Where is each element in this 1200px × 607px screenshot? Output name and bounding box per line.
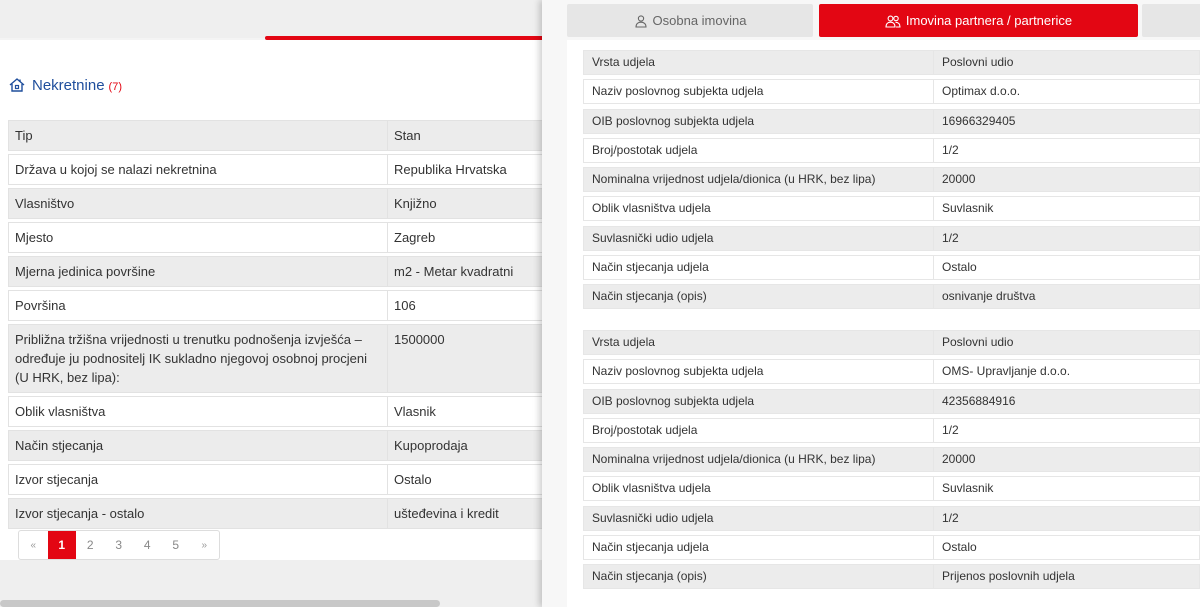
property-label: Površina bbox=[8, 290, 388, 321]
table-row bbox=[583, 50, 1200, 75]
pagination-page-2[interactable]: 2 bbox=[86, 538, 94, 552]
property-value: Knjižno bbox=[388, 188, 545, 219]
tab-other[interactable] bbox=[1142, 4, 1200, 37]
property-value: 106 bbox=[388, 290, 545, 321]
property-value: 1500000 bbox=[388, 324, 545, 393]
pagination-next-button[interactable]: » bbox=[201, 539, 208, 551]
share-field-label: Nominalna vrijednost udjela/dionica (u HRK, bez lipa) bbox=[584, 168, 934, 191]
table-row bbox=[583, 196, 1200, 221]
share-field-value: OMS- Upravljanje d.o.o. bbox=[942, 364, 1071, 379]
property-value: Vlasnik bbox=[388, 396, 545, 427]
table-row bbox=[8, 188, 545, 219]
table-row bbox=[583, 109, 1200, 134]
pagination-page-3[interactable]: 3 bbox=[115, 538, 123, 552]
table-row bbox=[583, 535, 1200, 560]
share-field-label: Način stjecanja udjela bbox=[584, 536, 934, 559]
share-field-label: Način stjecanja (opis) bbox=[584, 565, 934, 588]
table-row bbox=[583, 255, 1200, 280]
property-label: Mjesto bbox=[8, 222, 388, 253]
share-field-label: Nominalna vrijednost udjela/dionica (u HRK, bez lipa) bbox=[584, 448, 934, 471]
property-label: Izvor stjecanja - ostalo bbox=[8, 498, 388, 529]
property-value: m2 - Metar kvadratni bbox=[388, 256, 545, 287]
pagination-page-5[interactable]: 5 bbox=[172, 538, 180, 552]
pagination bbox=[18, 530, 220, 560]
table-row bbox=[583, 226, 1200, 251]
table-row bbox=[583, 79, 1200, 104]
left-topbar bbox=[0, 0, 545, 38]
share-field-label: Vrsta udjela bbox=[584, 331, 934, 354]
tab-personal-assets[interactable] bbox=[567, 4, 813, 37]
share-field-label: Suvlasnički udio udjela bbox=[584, 507, 934, 530]
share-field-label: Naziv poslovnog subjekta udjela bbox=[584, 80, 934, 103]
share-field-value: Suvlasnik bbox=[942, 481, 994, 496]
table-row bbox=[583, 167, 1200, 192]
property-label: Vlasništvo bbox=[8, 188, 388, 219]
horizontal-scrollbar[interactable] bbox=[0, 600, 440, 607]
share-field-value: 16966329405 bbox=[942, 113, 1016, 128]
share-field-label: Oblik vlasništva udjela bbox=[584, 477, 934, 500]
pagination-prev-button[interactable]: « bbox=[30, 539, 37, 551]
tab-personal-label: Osobna imovina bbox=[652, 13, 747, 28]
property-value: ušteđevina i kredit bbox=[388, 498, 545, 529]
table-row bbox=[8, 120, 545, 151]
property-value: Zagreb bbox=[388, 222, 545, 253]
share-field-value: 20000 bbox=[942, 452, 976, 466]
table-row bbox=[583, 138, 1200, 163]
table-row bbox=[8, 464, 545, 495]
share-field-value: Ostalo bbox=[942, 259, 977, 274]
share-field-value: Optimax d.o.o. bbox=[942, 84, 1021, 99]
table-row bbox=[583, 418, 1200, 443]
left-window bbox=[0, 0, 545, 607]
share-field-value: Poslovni udio bbox=[942, 55, 1014, 69]
section-heading[interactable] bbox=[8, 74, 122, 96]
share-field-label: Način stjecanja udjela bbox=[584, 256, 934, 279]
property-label: Izvor stjecanja bbox=[8, 464, 388, 495]
share-field-label: Broj/postotak udjela bbox=[584, 419, 934, 442]
share-block bbox=[583, 330, 1200, 593]
table-row bbox=[583, 284, 1200, 309]
table-row bbox=[8, 222, 545, 253]
share-field-label: Naziv poslovnog subjekta udjela bbox=[584, 360, 934, 383]
property-label: Tip bbox=[8, 120, 388, 151]
pagination-page-1[interactable]: 1 bbox=[48, 531, 77, 559]
share-field-value: 1/2 bbox=[942, 230, 959, 245]
share-details-panel bbox=[567, 40, 1200, 607]
share-field-label: OIB poslovnog subjekta udjela bbox=[584, 390, 934, 413]
property-label: Mjerna jedinica površine bbox=[8, 256, 388, 287]
section-title: Nekretnine bbox=[32, 76, 105, 94]
property-value: Kupoprodaja bbox=[388, 430, 545, 461]
table-row bbox=[8, 256, 545, 287]
section-count: (7) bbox=[108, 80, 122, 93]
property-value: Republika Hrvatska bbox=[388, 154, 545, 185]
share-field-value: Suvlasnik bbox=[942, 201, 994, 216]
table-row bbox=[8, 290, 545, 321]
table-row bbox=[8, 324, 545, 393]
share-field-label: Vrsta udjela bbox=[584, 51, 934, 74]
share-field-label: OIB poslovnog subjekta udjela bbox=[584, 110, 934, 133]
property-table bbox=[8, 117, 545, 532]
share-field-label: Suvlasnički udio udjela bbox=[584, 227, 934, 250]
share-field-value: osnivanje društva bbox=[942, 289, 1036, 303]
share-field-value: 20000 bbox=[942, 172, 976, 186]
table-row bbox=[8, 498, 545, 529]
share-field-value: Poslovni udio bbox=[942, 335, 1014, 349]
table-row bbox=[583, 506, 1200, 531]
share-field-label: Broj/postotak udjela bbox=[584, 139, 934, 162]
table-row bbox=[583, 389, 1200, 414]
tab-partner-assets[interactable] bbox=[819, 4, 1138, 37]
table-row bbox=[583, 476, 1200, 501]
table-row bbox=[8, 430, 545, 461]
property-label: Način stjecanja bbox=[8, 430, 388, 461]
table-row bbox=[583, 447, 1200, 472]
table-row bbox=[583, 359, 1200, 384]
share-field-value: 1/2 bbox=[942, 422, 959, 437]
property-value: Stan bbox=[388, 120, 545, 151]
table-row bbox=[8, 154, 545, 185]
table-row bbox=[8, 396, 545, 427]
share-field-label: Način stjecanja (opis) bbox=[584, 285, 934, 308]
property-label: Oblik vlasništva bbox=[8, 396, 388, 427]
share-field-value: Ostalo bbox=[942, 539, 977, 554]
share-block bbox=[583, 50, 1200, 313]
table-row bbox=[583, 330, 1200, 355]
property-label: Približna tržišna vrijednosti u trenutku podnošenja izvješća – određuje ju podnositelj IK sukladno njegovoj osobnoj procjeni (U HRK, bez lipa): bbox=[8, 324, 388, 393]
tab-partner-label: Imovina partnera / partnerice bbox=[905, 13, 1073, 28]
share-field-value: Prijenos poslovnih udjela bbox=[942, 569, 1075, 583]
person-icon bbox=[634, 14, 648, 28]
share-field-value: 1/2 bbox=[942, 510, 959, 525]
share-field-value: 1/2 bbox=[942, 142, 959, 157]
people-icon bbox=[885, 14, 901, 28]
pagination-page-4[interactable]: 4 bbox=[143, 538, 151, 552]
share-field-value: 42356884916 bbox=[942, 393, 1016, 408]
right-window bbox=[542, 0, 1200, 607]
property-value: Ostalo bbox=[388, 464, 545, 495]
property-label: Država u kojoj se nalazi nekretnina bbox=[8, 154, 388, 185]
share-field-label: Oblik vlasništva udjela bbox=[584, 197, 934, 220]
table-row bbox=[583, 564, 1200, 589]
house-icon bbox=[8, 76, 26, 94]
